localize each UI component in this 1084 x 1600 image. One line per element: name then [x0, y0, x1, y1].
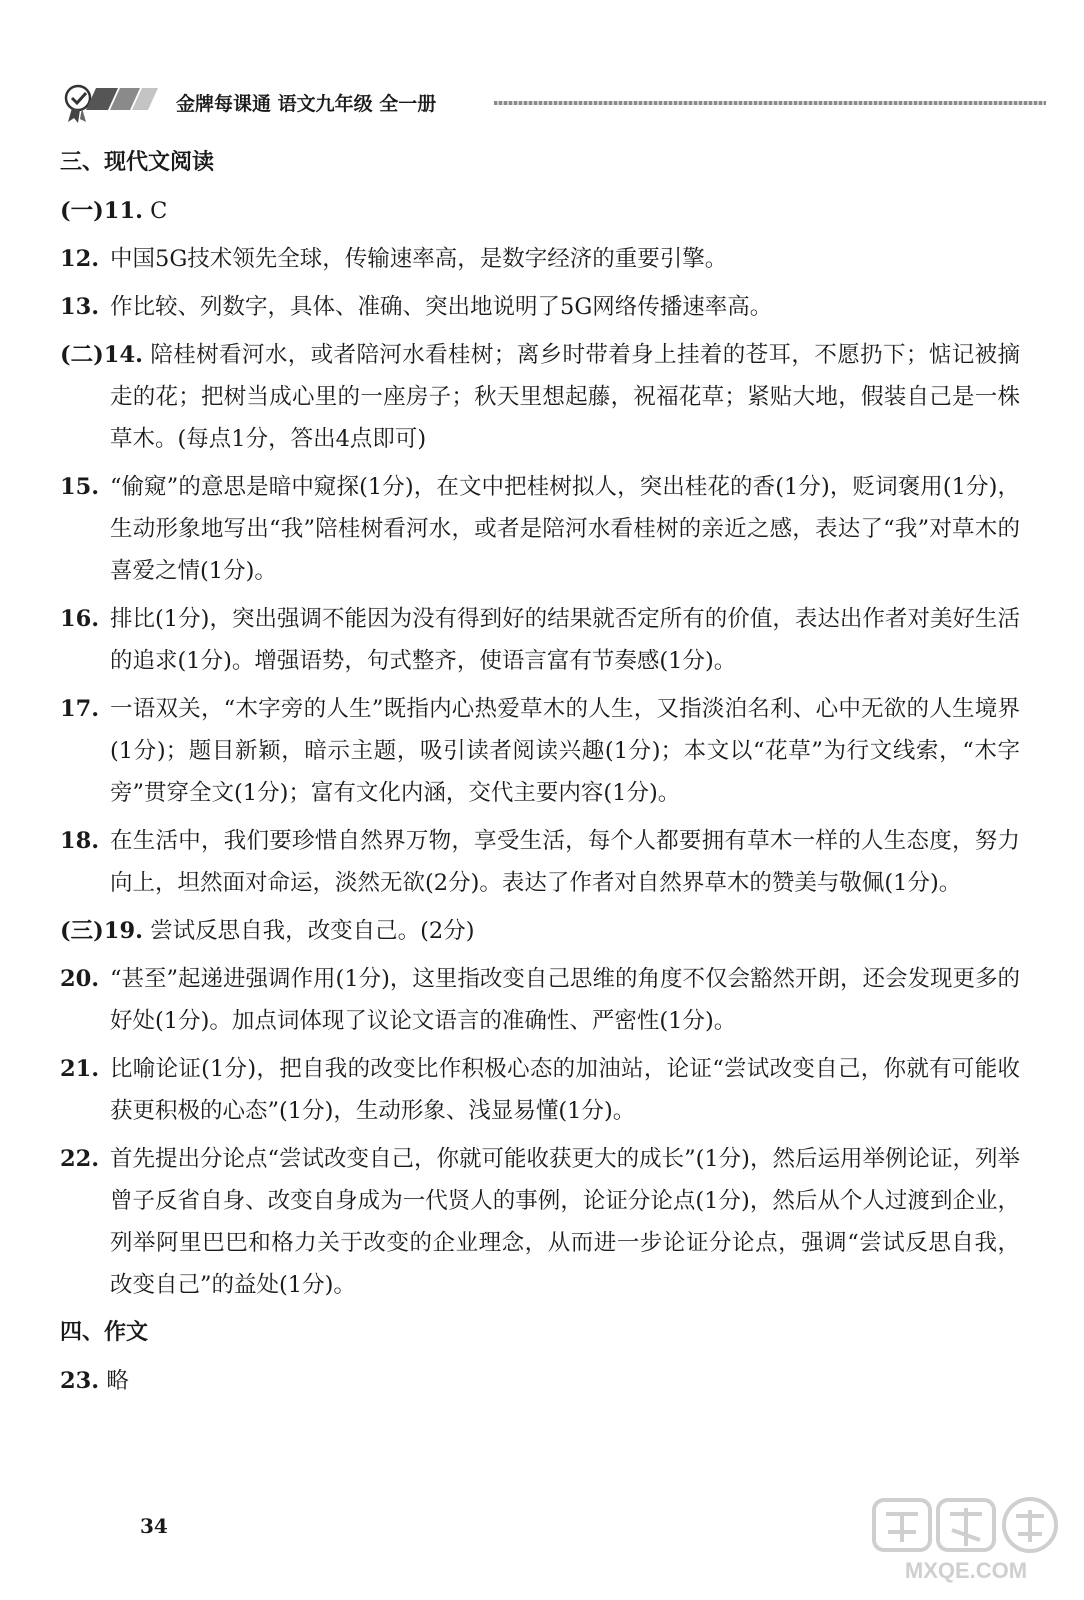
- answer-text: 比喻论证(1分)，把自我的改变比作积极心态的加油站，论证“尝试改变自己，你就有可能收获更积极的心态”(1分)，生动形象、浅显易懂(1分)。: [110, 1056, 1020, 1124]
- answer-text: 在生活中，我们要珍惜自然界万物，享受生活，每个人都要拥有草木一样的人生态度，努力向上，坦然面对命运，淡然无欲(2分)。表达了作者对自然界草木的赞美与敬佩(1分)。: [110, 828, 1020, 896]
- answer-text: 略: [106, 1368, 129, 1394]
- answer-text: C: [150, 198, 168, 224]
- answer-number: 20.: [60, 966, 100, 992]
- answer-item: [60, 1360, 1020, 1402]
- answer-number: 16.: [60, 606, 100, 632]
- answer-text: “甚至”起递进强调作用(1分)，这里指改变自己思维的角度不仅会豁然开朗，还会发现更多的好处(1分)。加点词体现了议论文语言的准确性、严密性(1分)。: [110, 966, 1020, 1034]
- answer-item: [60, 598, 1020, 682]
- answer-item: [60, 238, 1020, 280]
- answer-item: [60, 910, 1020, 952]
- answer-number: 21.: [60, 1056, 100, 1082]
- answer-item: [60, 820, 1020, 904]
- answer-item: [60, 466, 1020, 592]
- page-header: [58, 80, 1048, 126]
- section-title-modern-reading: 三、现代文阅读: [60, 150, 215, 175]
- answer-text: “偷窥”的意思是暗中窥探(1分)，在文中把桂树拟人，突出桂花的香(1分)，贬词褒用(1分)，生动形象地写出“我”陪桂树看河水，或者是陪河水看桂树的亲近之感，表达了“我”对草木的喜爱之情(1分)。: [110, 474, 1020, 584]
- answer-text: 一语双关，“木字旁的人生”既指内心热爱草木的人生，又指淡泊名利、心中无欲的人生境界(1分)；题目新颖，暗示主题，吸引读者阅读兴趣(1分)；本文以“花草”为行文线索，“木字旁”贯穿全文(1分)；富有文化内涵，交代主要内容(1分)。: [110, 696, 1020, 806]
- answer-text: 陪桂树看河水，或者陪河水看桂树；离乡时带着身上挂着的苍耳，不愿扔下；惦记被摘走的花；把树当成心里的一座房子；秋天里想起藤，祝福花草；紧贴大地，假装自己是一株草木。(每点1分，答出4点即可): [110, 342, 1020, 452]
- answer-number: 17.: [60, 696, 100, 722]
- watermark-logo-icon: [866, 1494, 1066, 1586]
- answer-item: [60, 190, 1020, 232]
- answer-number: (三)19.: [60, 918, 143, 944]
- answer-item: [60, 1138, 1020, 1306]
- answer-text: 排比(1分)，突出强调不能因为没有得到好的结果就否定所有的价值，表达出作者对美好生活的追求(1分)。增强语势，句式整齐，使语言富有节奏感(1分)。: [110, 606, 1020, 674]
- page-number: 34: [140, 1514, 168, 1538]
- answer-number: 12.: [60, 246, 100, 272]
- answer-text: 作比较、列数字，具体、准确、突出地说明了5G网络传播速率高。: [110, 294, 773, 320]
- watermark-text: MXQE.COM: [904, 1558, 1028, 1583]
- answer-item: [60, 334, 1020, 460]
- answer-item: [60, 958, 1020, 1042]
- answer-text: 首先提出分论点“尝试改变自己，你就可能收获更大的成长”(1分)，然后运用举例论证，列举曾子反省自身、改变自身成为一代贤人的事例，论证分论点(1分)，然后从个人过渡到企业，列举阿里巴巴和格力关于改变的企业理念，从而进一步论证分论点，强调“尝试反思自我，改变自己”的益处(1分)。: [110, 1146, 1020, 1298]
- book-title: 金牌每课通 语文九年级 全一册: [176, 93, 437, 115]
- answer-item: [60, 688, 1020, 814]
- answer-number: 15.: [60, 474, 100, 500]
- answer-text: 尝试反思自我，改变自己。(2分): [150, 918, 475, 944]
- header-divider: [494, 101, 1046, 105]
- answer-text: 中国5G技术领先全球，传输速率高，是数字经济的重要引擎。: [110, 246, 728, 272]
- section-title-composition: 四、作文: [60, 1320, 149, 1345]
- answer-number: (二)14.: [60, 342, 143, 368]
- medal-logo-icon: [58, 80, 166, 126]
- answer-number: 22.: [60, 1146, 100, 1172]
- answer-content: [60, 136, 1020, 1402]
- answer-number: 18.: [60, 828, 100, 854]
- answer-item: [60, 286, 1020, 328]
- answer-item: [60, 1048, 1020, 1132]
- answer-number: 13.: [60, 294, 100, 320]
- answer-number: (一)11.: [60, 198, 143, 224]
- answer-number: 23.: [60, 1368, 100, 1394]
